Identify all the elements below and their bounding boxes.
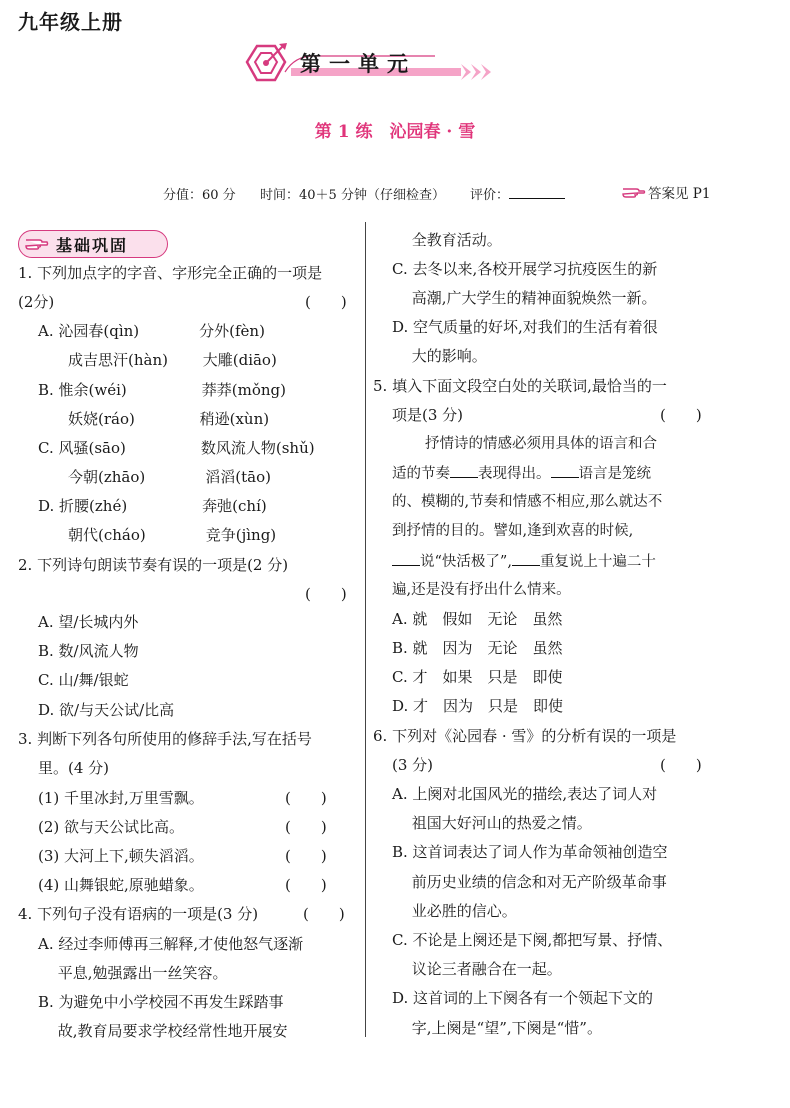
q4-option-d-cont: 大的影响。 [392, 347, 487, 365]
question-1-stem: 1. 下列加点字的字音、字形完全正确的一项是 [18, 264, 323, 282]
q1-option-b-cont: 妖娆(ráo) 稍逊(xùn) [38, 410, 270, 428]
answer-bracket-q3-4[interactable]: ( ) [285, 876, 327, 894]
passage-line-3: 的、模糊的,节奏和情感不相应,那么就达不 [392, 494, 663, 510]
grade-label: 九年级上册 [18, 10, 123, 34]
q1-option-c: C. 风骚(sāo) 数风流人物(shǔ) [38, 439, 315, 457]
question-3-stem-cont: 里。(4 分) [38, 759, 110, 777]
answer-reference: 答案见 P1 [622, 182, 710, 202]
question-6-stem: 6. 下列对《沁园春 · 雪》的分析有误的一项是 [373, 727, 677, 745]
q6-option-c: C. 不论是上阕还是下阕,都把写景、抒情、 [392, 931, 673, 949]
passage-line-2: 适的节奏 表现得出。 语言是笼统 [392, 463, 651, 484]
q2-option-d: D. 欲/与天公试/比高 [38, 701, 175, 719]
q4-option-b-end: 全教育活动。 [392, 231, 502, 249]
q4-option-a: A. 经过李师傅再三解释,才使他怒气逐渐 [38, 935, 304, 953]
q4-option-c-cont: 高潮,广大学生的精神面貌焕然一新。 [392, 289, 657, 307]
q4-option-b: B. 为避免中小学校园不再发生踩踏事 [38, 993, 284, 1011]
q4-option-c: C. 去冬以来,各校开展学习抗疫医生的新 [392, 260, 658, 278]
q3-item-4: (4) 山舞银蛇,原驰蜡象。 [38, 876, 204, 894]
answer-bracket-q1[interactable]: ( ) [305, 293, 347, 311]
q1-option-c-cont: 今朝(zhāo) 滔滔(tāo) [38, 468, 271, 486]
q3-item-2: (2) 欲与天公试比高。 [38, 818, 185, 836]
time-label: 时间：40＋5 分钟（仔细检查） [260, 188, 445, 203]
q6-option-d: D. 这首词的上下阕各有一个领起下文的 [392, 989, 654, 1007]
q6-option-b-cont: 前历史业绩的信念和对无产阶级革命事 [392, 873, 667, 891]
q3-item-3: (3) 大河上下,顿失滔滔。 [38, 847, 204, 865]
q4-option-a-cont: 平息,勉强露出一丝笑容。 [38, 964, 228, 982]
answer-bracket-q5[interactable]: ( ) [660, 406, 702, 424]
pointing-hand-icon [622, 186, 646, 200]
target-arrow-icon [247, 43, 287, 80]
q5-option-d: D. 才 因为 只是 即使 [392, 697, 564, 715]
rating-label: 评价： [470, 184, 565, 203]
blank-3[interactable] [392, 551, 420, 566]
answer-bracket-q4[interactable]: ( ) [303, 905, 345, 923]
passage-line-6: 遍,还是没有抒出什么情来。 [392, 582, 571, 598]
score-label: 分值：60 分 [163, 188, 236, 203]
unit-title: 第一单元 [300, 52, 416, 76]
q1-option-b: B. 惟余(wéi) 莽莽(mǒng) [38, 381, 286, 399]
q6-option-a: A. 上阕对北国风光的描绘,表达了词人对 [392, 785, 658, 803]
question-3-stem: 3. 判断下列各句所使用的修辞手法,写在括号 [18, 730, 312, 748]
answer-bracket-q3-1[interactable]: ( ) [285, 789, 327, 807]
q6-option-a-cont: 祖国大好河山的热爱之情。 [392, 814, 592, 832]
q2-option-c: C. 山/舞/银蛇 [38, 671, 129, 689]
q3-item-1: (1) 千里冰封,万里雪飘。 [38, 789, 204, 807]
q1-option-a: A. 沁园春(qìn) 分外(fèn) [38, 322, 265, 340]
q6-option-b-end: 业必胜的信心。 [392, 902, 517, 920]
q5-option-a: A. 就 假如 无论 虽然 [392, 610, 563, 628]
answer-bracket-q3-3[interactable]: ( ) [285, 847, 327, 865]
blank-4[interactable] [512, 551, 540, 566]
passage-line-1: 抒情诗的情感必须用具体的语言和合 [425, 436, 657, 452]
question-2-stem: 2. 下列诗句朗读节奏有误的一项是(2 分) [18, 556, 289, 574]
q6-option-c-cont: 议论三者融合在一起。 [392, 960, 562, 978]
q4-option-b-cont: 故,教育局要求学校经常性地开展安 [38, 1022, 288, 1040]
q4-option-d: D. 空气质量的好坏,对我们的生活有着很 [392, 318, 658, 336]
answer-bracket-q6[interactable]: ( ) [660, 756, 702, 774]
question-1-points: (2分) [18, 293, 55, 311]
lesson-title: 第 1 练 沁园春 · 雪 [314, 122, 476, 142]
question-4-stem: 4. 下列句子没有语病的一项是(3 分) [18, 905, 259, 923]
passage-line-5: 说“快活极了”, 重复说上十遍二十 [392, 551, 656, 572]
q1-option-d-cont: 朝代(cháo) 竞争(jìng) [38, 526, 277, 544]
answer-bracket-q3-2[interactable]: ( ) [285, 818, 327, 836]
q5-option-c: C. 才 如果 只是 即使 [392, 668, 563, 686]
blank-2[interactable] [551, 463, 579, 478]
q6-option-d-cont: 字,上阕是“望”,下阕是“惜”。 [392, 1019, 602, 1037]
question-5-stem: 5. 填入下面文段空白处的关联词,最恰当的一 [373, 377, 667, 395]
passage-line-4: 到抒情的目的。譬如,逢到欢喜的时候, [392, 523, 634, 539]
q2-option-b: B. 数/风流人物 [38, 642, 139, 660]
q1-option-d: D. 折腰(zhé) 奔弛(chí) [38, 497, 267, 515]
q6-option-b: B. 这首词表达了词人作为革命领袖创造空 [392, 843, 668, 861]
q2-option-a: A. 望/长城内外 [38, 613, 139, 631]
question-6-points: (3 分) [392, 756, 434, 774]
question-5-points: 项是(3 分) [392, 406, 464, 424]
column-divider [365, 222, 366, 1037]
pointing-hand-icon [25, 235, 49, 253]
section-title: 基础巩固 [56, 236, 129, 255]
blank-1[interactable] [450, 463, 478, 478]
q1-option-a-cont: 成吉思汗(hàn) 大雕(diāo) [38, 351, 277, 369]
section-tag [18, 230, 168, 258]
answer-bracket-q2[interactable]: ( ) [305, 585, 347, 603]
q5-option-b: B. 就 因为 无论 虽然 [392, 639, 563, 657]
